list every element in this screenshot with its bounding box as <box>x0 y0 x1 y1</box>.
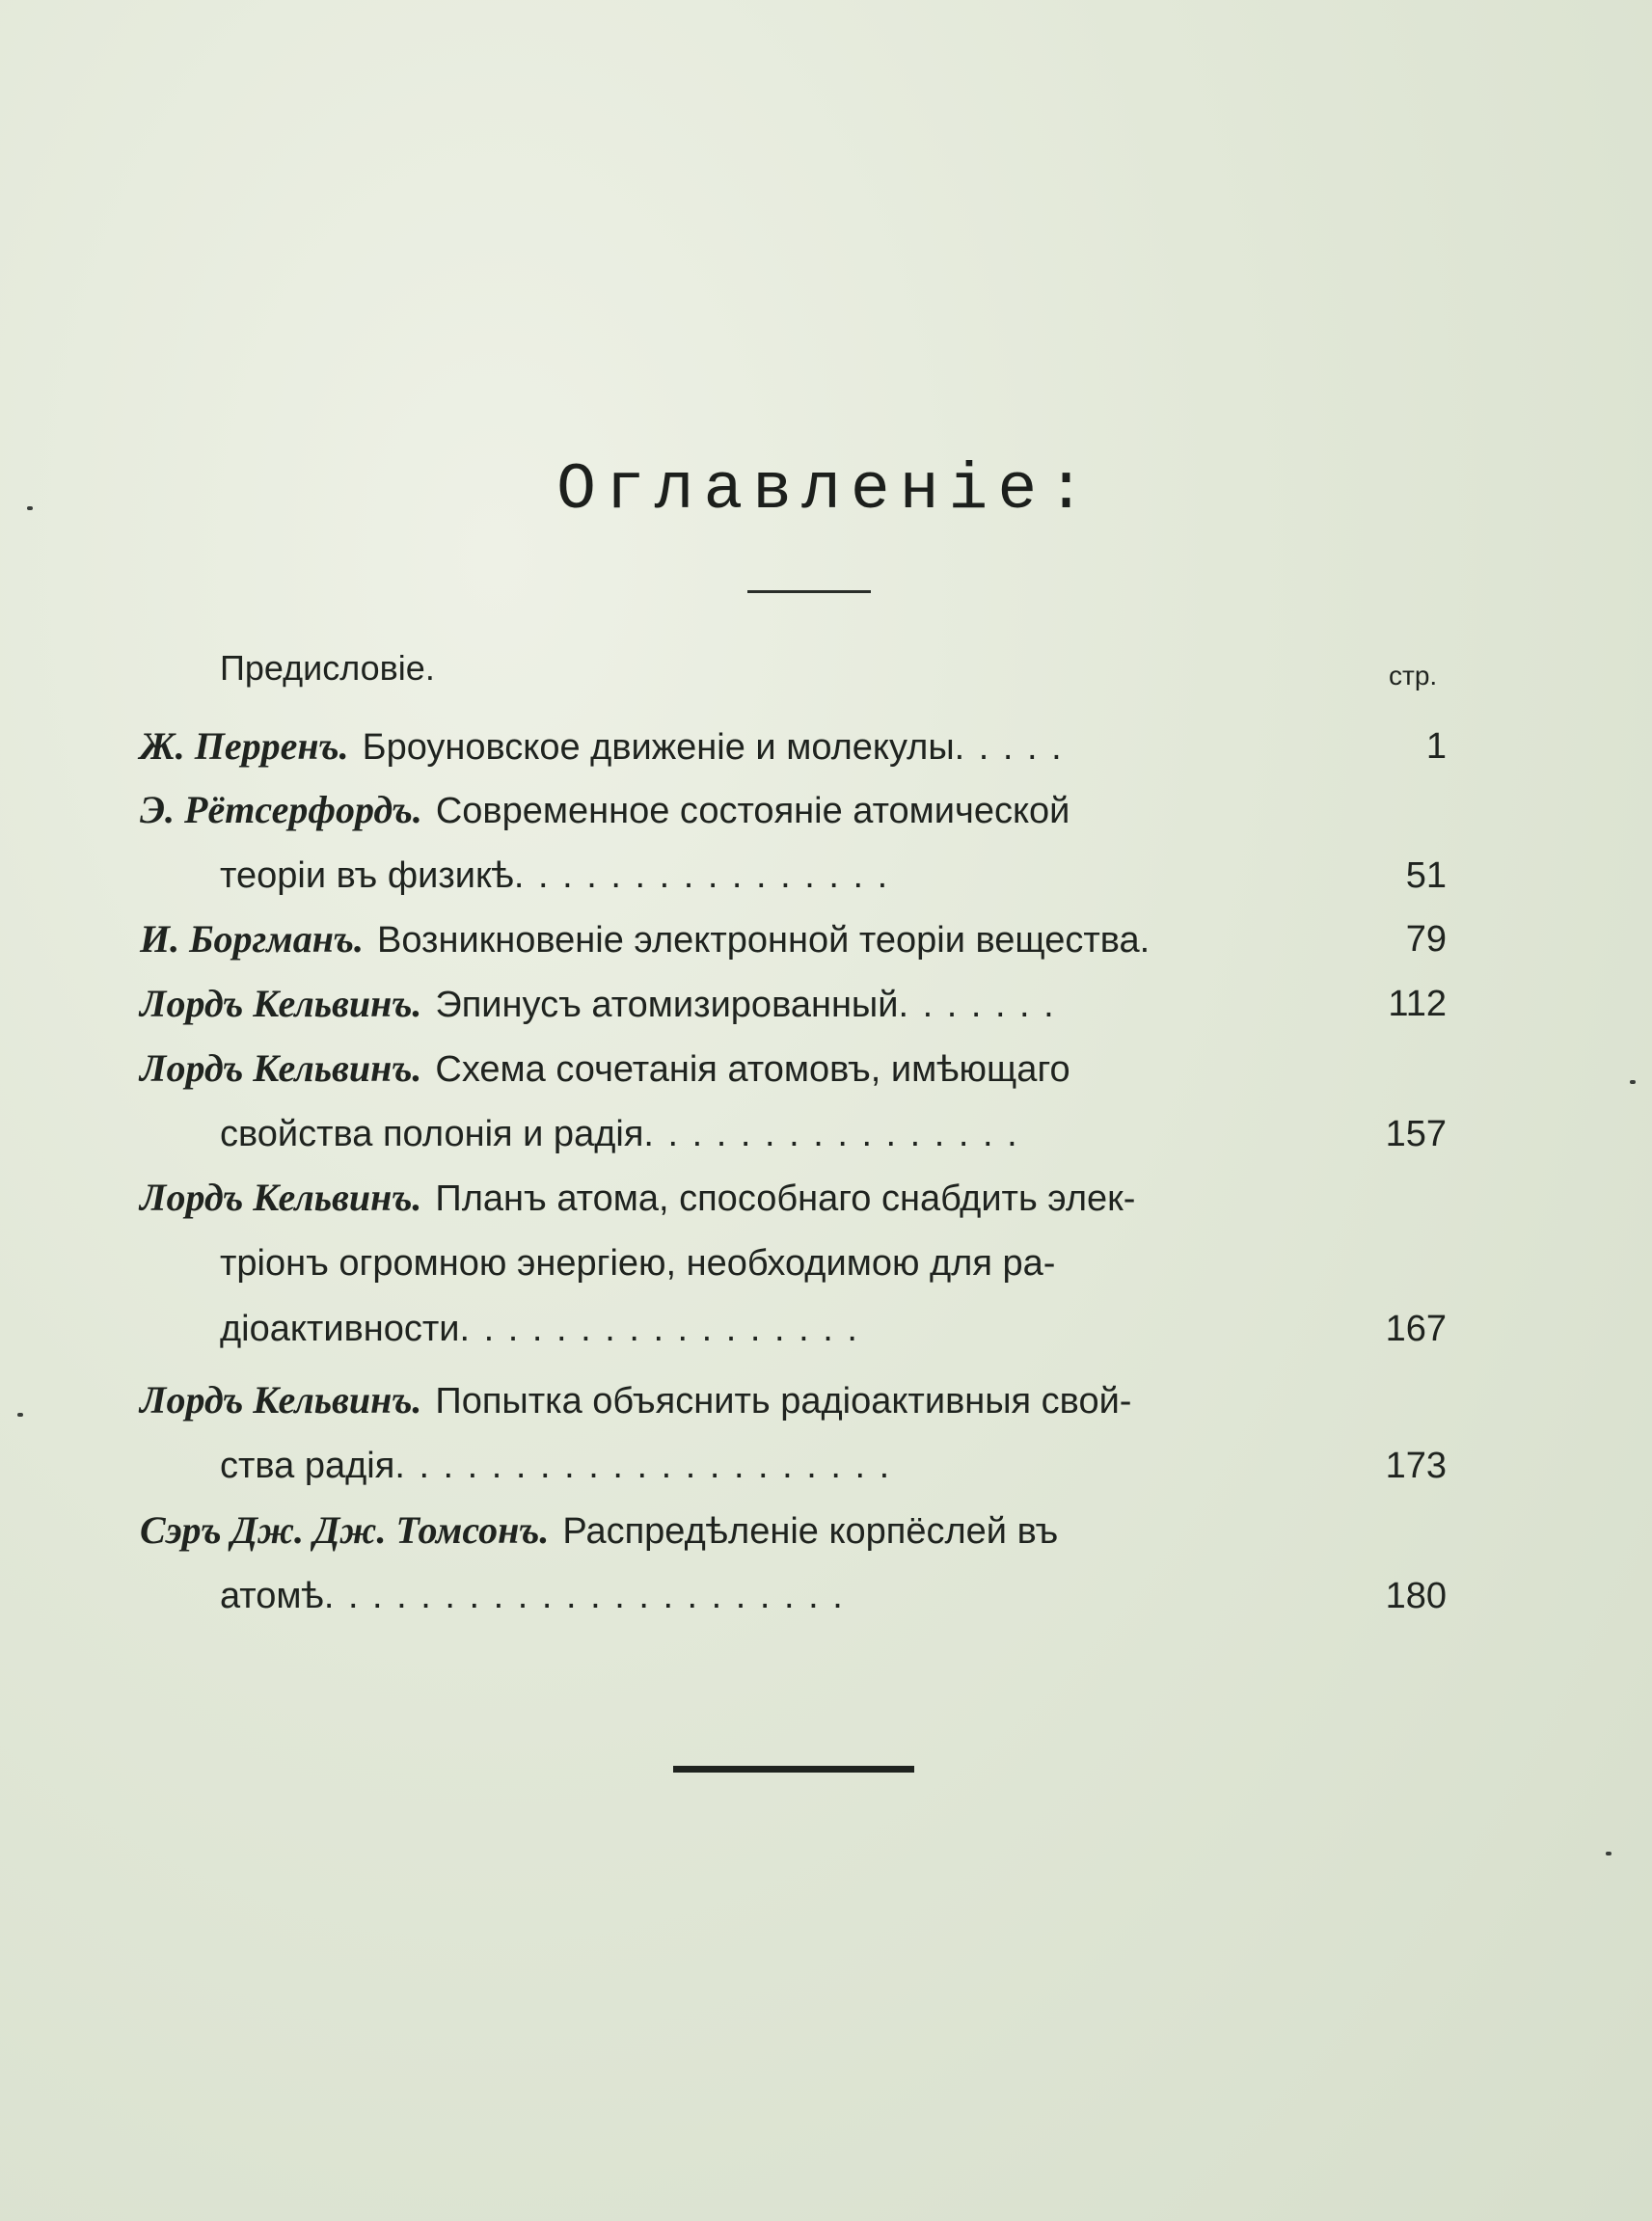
page-title: Оглавлeнie: <box>556 453 1096 528</box>
entry-author: Лордъ Кельвинъ. <box>140 982 422 1025</box>
paper-speck <box>1606 1852 1611 1855</box>
preface-label: Предисловie. <box>220 648 435 688</box>
leader-dots: . . . . . . . <box>898 985 1056 1025</box>
entry-author: Лордъ Кельвинъ. <box>140 1046 422 1090</box>
title-rule <box>747 590 871 593</box>
entry-line <box>140 1036 1461 1101</box>
entry-title-continued: ства радiя <box>220 1446 395 1486</box>
entry-line <box>140 777 1461 843</box>
entry-page-number: 112 <box>1388 984 1447 1024</box>
leader-dots: . . . . . . . . . . . . . . . . <box>643 1114 1019 1154</box>
entry-line <box>140 1296 1461 1362</box>
entry-title: Распредѣленie корпёслей въ <box>562 1511 1059 1552</box>
entry-line <box>140 1498 1461 1563</box>
leader-dots: . . . . . . . . . . . . . . . . . . . . . . <box>323 1576 845 1616</box>
leader-dots: . . . . . . . . . . . . . . . . . <box>459 1309 859 1349</box>
toc-entry[interactable] <box>140 777 1461 908</box>
entry-title: Схема сочетанiя атомовъ, имѣющаго <box>435 1049 1070 1090</box>
entry-line <box>140 843 1461 908</box>
entry-line <box>140 1165 1461 1231</box>
entry-author: Э. Рётсерфордъ. <box>140 788 422 831</box>
entry-page-number: 157 <box>1385 1114 1447 1154</box>
entry-title-continued: трiонъ огромною энергiею, необходимою для ра- <box>220 1243 1056 1284</box>
entry-title: Возникновенie электронной теорiи вещества. <box>376 920 1151 961</box>
entry-title-continued: атомѣ <box>220 1576 324 1616</box>
page-column-label: стр. <box>1389 661 1438 691</box>
entry-title-continued: свойства полонiя и радiя <box>220 1114 644 1154</box>
paper-speck <box>27 506 33 510</box>
entry-title: Броуновское движенie и молекулы <box>362 727 955 768</box>
toc-entry[interactable] <box>140 971 1461 1037</box>
entry-line <box>140 1101 1461 1167</box>
entry-author: Сэръ Дж. Дж. Томсонъ. <box>140 1508 550 1552</box>
entry-line <box>140 907 1461 972</box>
paper-speck <box>1630 1080 1636 1084</box>
entry-line <box>140 971 1461 1037</box>
entry-line <box>140 1231 1461 1296</box>
entry-title: Современное состоянie атомической <box>435 791 1070 831</box>
entry-title: Планъ атома, способнаго снабдить элек- <box>435 1178 1136 1219</box>
toc-entry[interactable] <box>140 907 1461 972</box>
entry-line <box>140 1563 1461 1629</box>
toc-entry[interactable] <box>140 1036 1461 1167</box>
toc-entry[interactable] <box>140 714 1461 779</box>
entry-title: Попытка объяснить радiоактивныя свой- <box>435 1381 1132 1422</box>
entry-author: Лордъ Кельвинъ. <box>140 1378 422 1422</box>
entry-author: Лордъ Кельвинъ. <box>140 1176 422 1219</box>
end-rule <box>673 1766 914 1773</box>
entry-page-number: 173 <box>1385 1446 1447 1486</box>
entry-line <box>140 1368 1461 1433</box>
entry-page-number: 180 <box>1385 1576 1447 1616</box>
entry-title: Эпинусъ атомизированный <box>435 985 899 1025</box>
entry-page-number: 51 <box>1405 855 1447 896</box>
entry-author: И. Боргманъ. <box>140 917 364 961</box>
leader-dots: . . . . . <box>954 727 1064 768</box>
toc-entry[interactable] <box>140 1498 1461 1629</box>
leader-dots: . . . . . . . . . . . . . . . . . . . . . <box>394 1446 892 1486</box>
leader-dots: . . . . . . . . . . . . . . . . <box>513 855 890 896</box>
entry-title-continued: дiоактивности <box>220 1309 460 1349</box>
entry-title-continued: теорiи въ физикѣ <box>220 855 514 896</box>
entry-page-number: 1 <box>1425 726 1447 767</box>
toc-entry[interactable] <box>140 1368 1461 1499</box>
toc-entry[interactable] <box>140 1165 1461 1362</box>
entry-line <box>140 1433 1461 1499</box>
entry-line <box>140 714 1461 779</box>
entry-author: Ж. Перренъ. <box>140 724 349 768</box>
entry-page-number: 167 <box>1385 1309 1447 1349</box>
entry-page-number: 79 <box>1405 919 1447 960</box>
paper-speck <box>17 1413 23 1417</box>
